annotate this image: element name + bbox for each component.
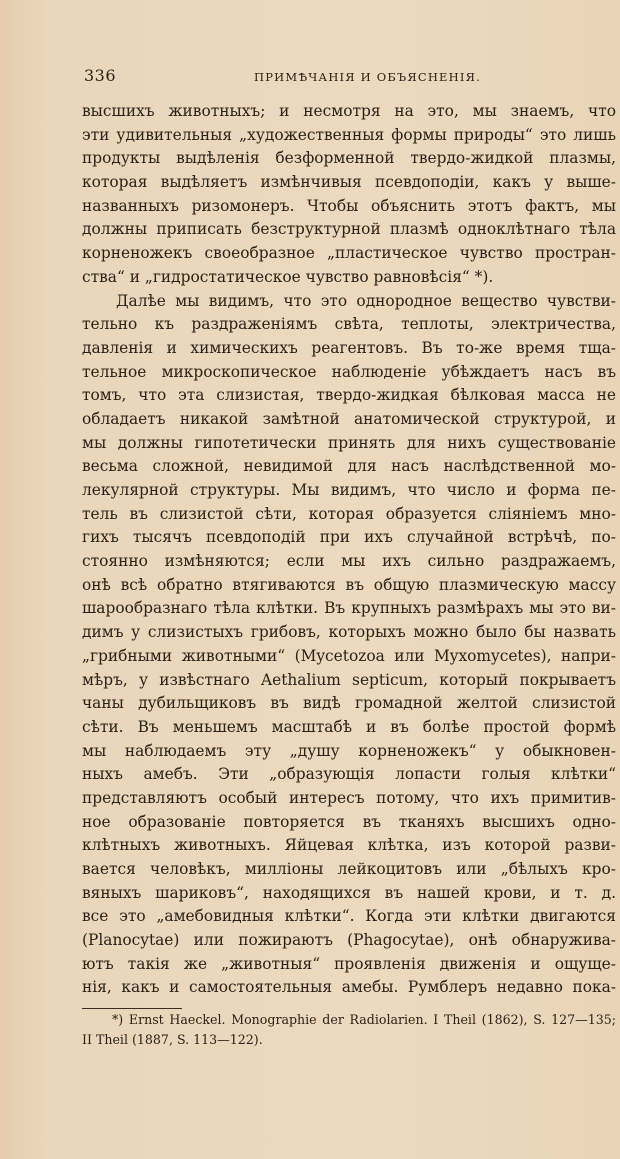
body-line: тельно къ раздраженіямъ свѣта, теплоты, электричества, bbox=[82, 315, 616, 334]
body-line: мѣръ, у извѣстнаго Aethalium septicum, который покрываетъ bbox=[82, 670, 616, 689]
footnote-divider bbox=[82, 1008, 182, 1009]
body-line: ное образованіе повторяется въ тканяхъ высшихъ одно- bbox=[82, 812, 616, 831]
body-line: мы наблюдаемъ эту „душу корненожекъ“ у обыкновен- bbox=[82, 741, 616, 760]
body-line: лекулярной структуры. Мы видимъ, что число и форма пе- bbox=[82, 481, 616, 499]
body-line: шарообразнаго тѣла клѣтки. Въ крупныхъ размѣрахъ мы это ви- bbox=[82, 599, 616, 618]
body-line: обладаетъ никакой замѣтной анатомической структурой, и bbox=[82, 409, 616, 428]
body-line: нія, какъ и самостоятельныя амебы. Румблеръ недавно пока- bbox=[82, 978, 616, 997]
body-line: эти удивительныя „художественныя формы природы“ это лишь bbox=[82, 125, 616, 144]
body-line: ютъ такія же „животныя“ проявленія движенія и ощуще- bbox=[82, 954, 616, 973]
body-line: мы должны гипотетически принять для нихъ существованіе bbox=[82, 433, 616, 452]
body-line: вается человѣкъ, милліоны лейкоцитовъ или „бѣлыхъ кро- bbox=[82, 860, 616, 878]
body-line: гихъ тысячъ псевдоподій при ихъ случайной встрѣчѣ, по- bbox=[82, 528, 616, 547]
body-line: (Planocytae) или пожираютъ (Phagocytae), онѣ обнаружива- bbox=[82, 931, 616, 950]
page-header bbox=[84, 66, 594, 96]
body-line: ныхъ амебъ. Эти „образующія лопасти голыя клѣтки“ bbox=[82, 765, 616, 784]
body-line: продукты выдѣленія безформенной твердо-жидкой плазмы, bbox=[82, 149, 616, 168]
body-line: которая выдѣляетъ измѣнчивыя псевдоподіи, какъ у выше- bbox=[82, 173, 616, 192]
body-line: клѣтныхъ животныхъ. Яйцевая клѣтка, изъ которой разви- bbox=[82, 836, 616, 855]
body-line: давленія и химическихъ реагентовъ. Въ то-же время тща- bbox=[82, 338, 616, 357]
body-line: чаны дубильщиковъ въ видѣ громадной желтой слизистой bbox=[82, 694, 616, 713]
body-line: вяныхъ шариковъ“, находящихся въ нашей крови, и т. д. bbox=[82, 883, 616, 902]
body-line: димъ у слизистыхъ грибовъ, которыхъ можно было бы назвать bbox=[82, 623, 616, 642]
footnotes bbox=[82, 1010, 616, 1050]
footnote-line: *) Ernst Haeckel. Monographie der Radiolarien. I Theil (1862), S. 127—135; bbox=[112, 1012, 616, 1027]
body-line: высшихъ животныхъ; и несмотря на это, мы знаемъ, что bbox=[82, 102, 616, 120]
body-line: тель въ слизистой сѣти, которая образуется сліяніемъ мно- bbox=[82, 504, 616, 523]
body-line: весьма сложной, невидимой для насъ наслѣдственной мо- bbox=[82, 457, 616, 476]
body-line: корненожекъ своеобразное „пластическое чувство простран- bbox=[82, 244, 616, 263]
body-line: сѣти. Въ меньшемъ масштабѣ и въ болѣе простой формѣ bbox=[82, 717, 616, 736]
body-text bbox=[82, 100, 616, 1000]
body-line: все это „амебовидныя клѣтки“. Когда эти клѣтки двигаются bbox=[82, 907, 616, 926]
page-number: 336 bbox=[84, 66, 117, 85]
running-head: ПРИМѢЧАНІЯ И ОБЪЯСНЕНІЯ. bbox=[254, 70, 481, 84]
body-line: представляютъ особый интересъ потому, что ихъ примитив- bbox=[82, 788, 616, 807]
body-line: ства“ и „гидростатическое чувство равновѣсія“ *). bbox=[82, 267, 494, 286]
paragraph-start-line: Далѣе мы видимъ, что это однородное вещество чувстви- bbox=[116, 291, 616, 310]
body-line: тельное микроскопическое наблюденіе убѣждаетъ насъ въ bbox=[82, 362, 616, 381]
body-line: „грибными животными“ (Mycetozoa или Myxomycetes), напри- bbox=[82, 646, 616, 665]
body-line: томъ, что эта слизистая, твердо-жидкая бѣлковая масса не bbox=[82, 386, 616, 405]
body-line: должны приписать безструктурной плазмѣ одноклѣтнаго тѣла bbox=[82, 220, 616, 239]
body-line: онѣ всѣ обратно втягиваются въ общую плазмическую массу bbox=[82, 575, 616, 594]
footnote-line: II Theil (1887, S. 113—122). bbox=[82, 1032, 263, 1047]
body-line: стоянно измѣняются; если мы ихъ сильно раздражаемъ, bbox=[82, 552, 616, 571]
body-line: названныхъ ризомонеръ. Чтобы объяснить этотъ фактъ, мы bbox=[82, 196, 616, 215]
